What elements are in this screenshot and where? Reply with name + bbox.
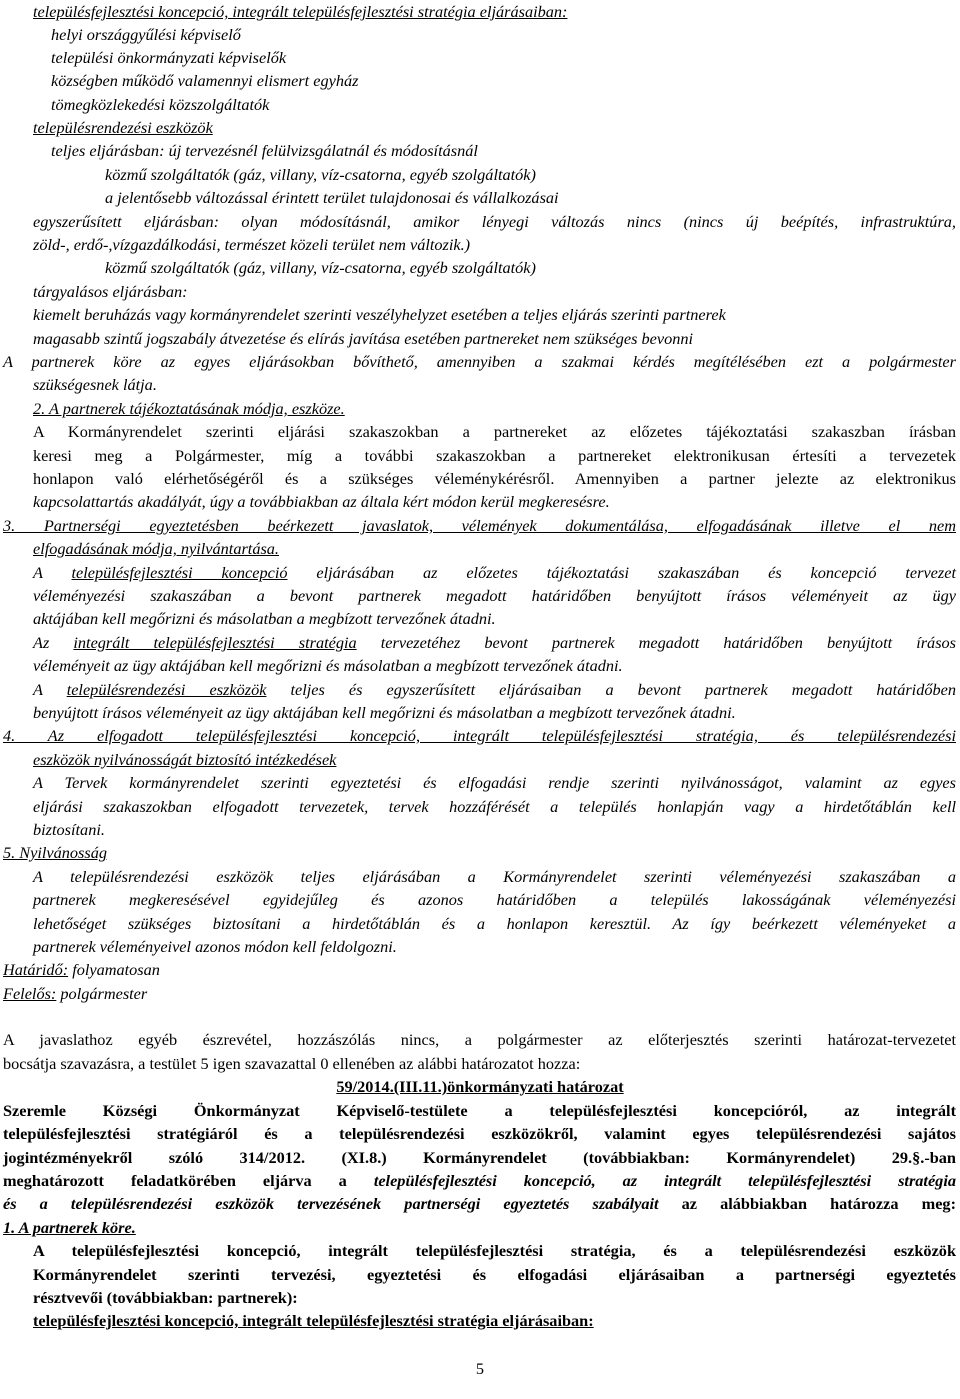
- list-item: községben működő valamennyi elismert egyház: [51, 71, 359, 90]
- resolution-section-1: 1. A partnerek köre.: [3, 1218, 136, 1237]
- list-item: a jelentősebb változással érintett terület tulajdonosai és vállalkozásai: [105, 188, 559, 207]
- resolution-line: Kormányrendelet szerinti tervezési, egyeztetési és elfogadási eljárásaiban a partnerségi egyeztetés: [33, 1265, 956, 1284]
- paragraph-line: keresi meg a Polgármester, míg a további szakaszokban a partnereket elektronikusan értesíti a tervezetek: [33, 446, 956, 465]
- paragraph-line: eljárási szakaszokban elfogadott tervezetek, tervek hozzáférését a település honlapján vagy a hirdetőtáblán kell: [33, 797, 956, 816]
- paragraph-line: [33, 561, 956, 584]
- list-item: egyszerűsített eljárásban: olyan módosításnál, amikor lényegi változás nincs (nincs új beépítés, infrastruktúra,: [33, 212, 956, 231]
- paragraph-line: véleményezési szakaszában a bevont partnerek megadott határidőben benyújtott írásos véleményeit az ügy: [33, 586, 956, 605]
- section-heading-2: 2. A partnerek tájékoztatásának módja, eszköze.: [33, 399, 345, 418]
- list-item: közmű szolgáltatók (gáz, villany, víz-csatorna, egyéb szolgáltatók): [105, 165, 536, 184]
- section-heading-3: 3. Partnerségi egyeztetésben beérkezett javaslatok, vélemények dokumentálása, elfogadásának illetve el nem: [3, 516, 956, 535]
- paragraph-line: partnerek megkeresésével egyidejűleg és azonos határidőben a település lakosságának véleményezési: [33, 890, 956, 909]
- paragraph-line: bocsátja szavazásra, a testület 5 igen szavazattal 0 ellenében az alábbi határozatot hozza:: [3, 1054, 581, 1073]
- paragraph-line: partnerek véleményeivel azonos módon kell feldolgozni.: [33, 937, 397, 956]
- text-italic: és a településrendezési eszközök tervezésének partnerségi egyeztetés szabályait: [3, 1194, 659, 1213]
- list-item: helyi országgyűlési képviselő: [51, 25, 241, 44]
- resolution-line: településfejlesztési koncepció, integrált településfejlesztési stratégia eljárásaiban:: [33, 1311, 594, 1330]
- paragraph-line: A javaslathoz egyéb észrevétel, hozzászólás nincs, a polgármester az előterjesztés szerinti határozat-tervezetet: [3, 1030, 956, 1049]
- paragraph-line: A településrendezési eszközök teljes eljárásában a Kormányrendelet szerinti véleményezési szakaszában a: [33, 867, 956, 886]
- paragraph-line: aktájában kell megőrizni és másolatban a megbízott tervezőnek átadni.: [33, 609, 496, 628]
- list-item: teljes eljárásban: új tervezésnél felülvizsgálatnál és módosításnál: [51, 141, 478, 160]
- underlined-term: Határidő:: [3, 960, 69, 979]
- section-heading-4: 4. Az elfogadott településfejlesztési koncepció, integrált településfejlesztési stratégia, és településrendezési: [3, 726, 956, 745]
- list-item: települési önkormányzati képviselők: [51, 48, 287, 67]
- page-number: 5: [475, 1359, 485, 1378]
- resolution-line: résztvevői (továbbiakban: partnerek):: [33, 1288, 298, 1307]
- resolution-line: településfejlesztési stratégiáról és a településrendezési eszközökről, valamint egyes településrendezési sajátos: [3, 1124, 956, 1143]
- paragraph-line: A Kormányrendelet szerinti eljárási szakaszokban a partnereket az előzetes tájékoztatási szakaszban írásban: [33, 422, 956, 441]
- list-item: magasabb szintű jogszabály átvezetése és elírás javítása esetében partnereket nem szükséges bevonni: [33, 329, 694, 348]
- text: meghatározott feladatkörében eljárva a: [3, 1171, 374, 1190]
- list-item: közmű szolgáltatók (gáz, villany, víz-csatorna, egyéb szolgáltatók): [105, 258, 536, 277]
- section-heading-5: 5. Nyilvánosság: [3, 843, 108, 862]
- deadline-line: Határidő: folyamatosan: [3, 960, 160, 979]
- responsible-line: Felelős: polgármester: [3, 984, 148, 1003]
- paragraph-line: kapcsolattartás akadályát, úgy a továbbiakban az általa kért módon kerül megkeresésre.: [33, 492, 610, 511]
- underlined-term: integrált településfejlesztési stratégia: [73, 633, 357, 652]
- list-item: tömegközlekedési közszolgáltatók: [51, 95, 270, 114]
- underlined-term: településfejlesztési koncepció: [71, 563, 288, 582]
- paragraph-line: A településrendezési eszközök teljes és egyszerűsített eljárásaiban a bevont partnerek megadott határidőben: [33, 680, 956, 699]
- resolution-line: A településfejlesztési koncepció, integrált településfejlesztési stratégia, és a településrendezési eszközök: [33, 1241, 956, 1260]
- paragraph-line: lehetőséget szükséges biztosítani a hirdetőtáblán és a honlapon keresztül. Az így beérkezett véleményeket a: [33, 914, 956, 933]
- list-item: kiemelt beruházás vagy kormányrendelet szerinti veszélyhelyzet esetében a teljes eljárás szerinti partnerek: [33, 305, 726, 324]
- underlined-term: Felelős:: [3, 984, 57, 1003]
- list-item: tárgyalásos eljárásban:: [33, 282, 188, 301]
- resolution-line: [3, 1169, 956, 1192]
- text: A településfejlesztési koncepció eljárásában az előzetes tájékoztatási szakaszában és koncepció tervezet: [33, 563, 956, 582]
- heading-planning-tools: településrendezési eszközök: [33, 118, 213, 137]
- paragraph-line: biztosítani.: [33, 820, 105, 839]
- paragraph-line: benyújtott írásos véleményeit az ügy aktájában kell megőrizni és másolatban a megbízott tervezőnek átadni.: [33, 703, 736, 722]
- underlined-term: településrendezési eszközök: [66, 680, 267, 699]
- paragraph-line: honlapon való elérhetőségéről és a szükséges véleménykérésről. Amennyiben a partner jelezte az elektronikus: [33, 469, 956, 488]
- paragraph-line: véleményeit az ügy aktájában kell megőrizni és másolatban a megbízott tervezőnek átadni.: [33, 656, 623, 675]
- section-heading-4-cont: eszközök nyilvánosságát biztosító intézkedések: [33, 750, 337, 769]
- resolution-line: jogintézményekről szóló 314/2012. (XI.8.) Kormányrendelet (továbbiakban: Kormányrendelet) 29.§.-ban: [3, 1148, 956, 1167]
- paragraph-line: Az integrált településfejlesztési stratégia tervezetéhez bevont partnerek megadott határidőben benyújtott írásos: [33, 633, 957, 652]
- resolution-line: Szeremle Községi Önkormányzat Képviselő-testülete a településfejlesztési koncepcióról, az integrált: [3, 1101, 956, 1120]
- text: az alábbiakban határozza meg:: [658, 1194, 956, 1213]
- section-heading-3-cont: elfogadásának módja, nyilvántartása.: [33, 539, 280, 558]
- heading-concept-procedures: településfejlesztési koncepció, integrált településfejlesztési stratégia eljárásaiban:: [33, 2, 568, 21]
- resolution-line: [3, 1192, 956, 1215]
- paragraph-line: szükségesnek látja.: [33, 375, 157, 394]
- text-italic: településfejlesztési koncepció, az integrált településfejlesztési stratégia: [373, 1171, 956, 1190]
- paragraph-line: A Tervek kormányrendelet szerinti egyeztetési és elfogadási rendje szerinti nyilvánosságot, valamint az egyes: [33, 773, 956, 792]
- list-item: zöld-, erdő-,vízgazdálkodási, természet közeli terület nem változik.): [33, 235, 471, 254]
- paragraph-line: A partnerek köre az egyes eljárásokban bővíthető, amennyiben a szakmai kérdés megítélésében ezt a polgármester: [3, 352, 956, 371]
- resolution-title: 59/2014.(III.11.)önkormányzati határozat: [336, 1077, 624, 1096]
